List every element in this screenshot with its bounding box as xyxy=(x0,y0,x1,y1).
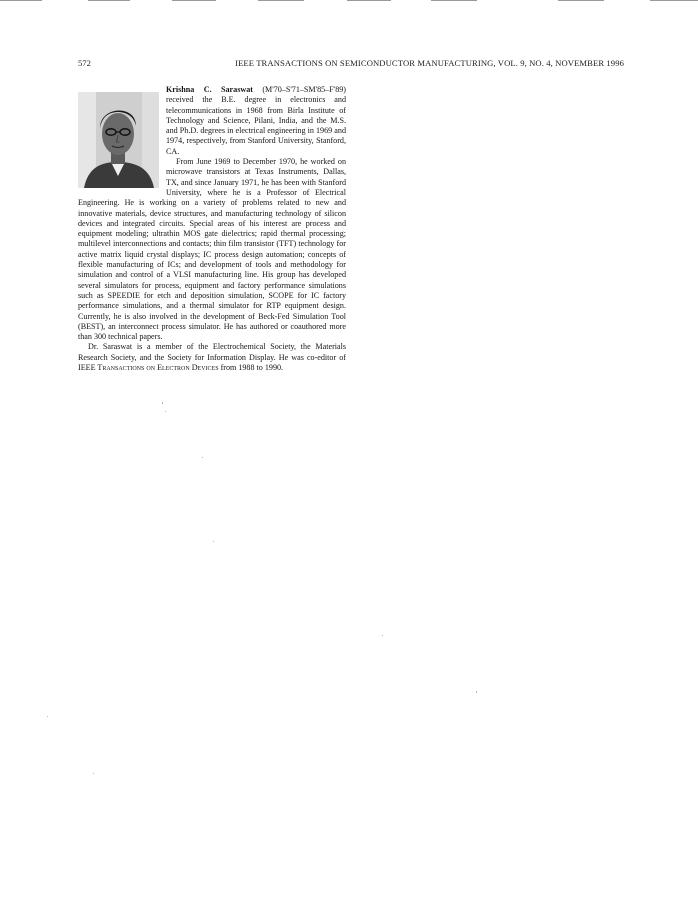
author-biography xyxy=(78,85,346,373)
running-header xyxy=(78,58,624,70)
scan-speck xyxy=(382,635,383,636)
scan-edge-mark xyxy=(172,0,216,1)
bio-education: received the B.E. degree in electronics and telecommunications in 1968 from Birla Institute of Technology and Science, Pilani, India, and the M.S. and Ph.D. degrees in electrical engineering in 1969 and 1974, respectively, from Stanford University, Stanford, CA. xyxy=(166,95,346,156)
journal-citation: IEEE TRANSACTIONS ON SEMICONDUCTOR MANUFACTURING, VOL. 9, NO. 4, NOVEMBER 1996 xyxy=(235,58,624,68)
scan-speck xyxy=(213,541,214,542)
scan-edge-mark xyxy=(88,0,130,1)
bio-editorship-years: from 1988 to 1990. xyxy=(218,363,284,373)
author-membership: (M'70–S'71–SM'85–F'89) xyxy=(252,85,346,94)
scan-speck xyxy=(47,716,48,717)
page-number: 572 xyxy=(78,58,91,68)
scan-speck xyxy=(476,691,477,693)
bio-paragraph-3 xyxy=(78,342,346,373)
scan-edge-mark xyxy=(431,0,477,1)
scan-speck xyxy=(93,773,94,774)
scan-speck xyxy=(202,457,203,458)
scan-edge-mark xyxy=(558,0,604,1)
scan-edge-mark xyxy=(0,0,42,1)
bio-memberships: Dr. Saraswat is a member of the Electrochemical Society, the Materials Research Society, and the Society for Information Display. He was co-editor of xyxy=(78,342,346,362)
bio-paragraph-2: From June 1969 to December 1970, he worked on microwave transistors at Texas Instruments, Dallas, TX, and since January 1971, he has been with Stanford University, where he is a Professor of Electrical Engineering. He is working on a variety of problems related to new and innovative materials, device structures, and manufacturing technology of silicon devices and integrated circuits. Special areas of his interest are process and equipment modeling; ultrathin MOS gate dielectrics; rapid thermal processing; multilevel interconnections and contacts; thin film transistor (TFT) technology for active matrix liquid crystal displays; IC process design automation; concepts of flexible manufacturing of ICs; and development of tools and methodology for simulation and control of a VLSI manufacturing line. His group has developed several simulators for process, equipment and factory performance simulations such as SPEEDIE for etch and deposition simulation, SCOPE for IC factory performance simulations, and a thermal simulator for RTP equipment design. Currently, he is also involved in the development of Beck-Fed Simulation Tool (BEST), an interconnect process simulator. He has authored or coauthored more than 300 technical papers. xyxy=(78,157,346,342)
scan-edge-mark xyxy=(258,0,304,1)
scan-edge-mark xyxy=(347,0,391,1)
author-name: Krishna C. Saraswat xyxy=(166,85,253,94)
scan-speck xyxy=(165,411,166,412)
scan-edge-mark xyxy=(650,0,698,1)
journal-name: IEEE Transactions on Electron Devices xyxy=(78,363,219,373)
photo-wrap-space xyxy=(78,85,166,193)
scan-speck xyxy=(162,402,163,404)
